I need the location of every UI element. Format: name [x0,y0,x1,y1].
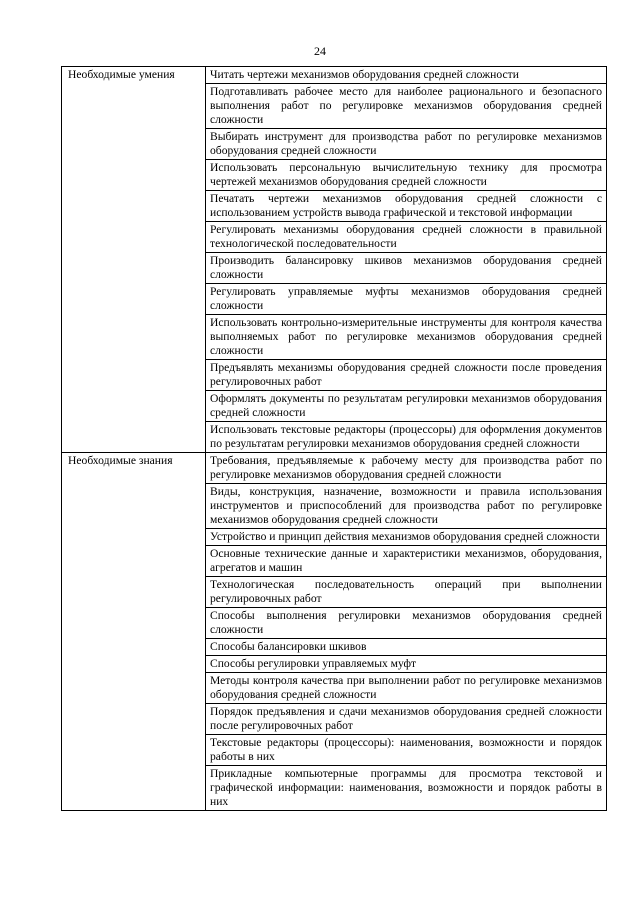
requirement-item: Порядок предъявления и сдачи механизмов оборудования средней сложности после регулировочных работ [206,704,607,735]
requirement-item: Регулировать механизмы оборудования средней сложности в правильной технологической последовательности [206,222,607,253]
requirement-item: Предъявлять механизмы оборудования средней сложности после проведения регулировочных работ [206,360,607,391]
requirement-item: Методы контроля качества при выполнении работ по регулировке механизмов оборудования средней сложности [206,673,607,704]
requirement-item: Способы балансировки шкивов [206,639,607,656]
requirement-item: Оформлять документы по результатам регулировки механизмов оборудования средней сложности [206,391,607,422]
requirement-item: Прикладные компьютерные программы для просмотра текстовой и графической информации: наименования, возможности и порядок работы в них [206,766,607,811]
requirement-item: Использовать персональную вычислительную технику для просмотра чертежей механизмов оборудования средней сложности [206,160,607,191]
section-title-skills: Необходимые умения [62,67,206,453]
requirement-item: Основные технические данные и характеристики механизмов, оборудования, агрегатов и машин [206,546,607,577]
requirement-item: Подготавливать рабочее место для наиболее рационального и безопасного выполнения работ по регулировке механизмов оборудования средней сложности [206,84,607,129]
table-row [62,67,607,84]
section-title-knowledge: Необходимые знания [62,453,206,811]
table-row [62,453,607,484]
requirement-item: Устройство и принцип действия механизмов оборудования средней сложности [206,529,607,546]
requirement-item: Требования, предъявляемые к рабочему месту для производства работ по регулировке механизмов оборудования средней сложности [206,453,607,484]
requirement-item: Способы регулировки управляемых муфт [206,656,607,673]
requirements-table [61,66,607,811]
requirement-item: Виды, конструкция, назначение, возможности и правила использования инструментов и приспособлений для производства работ по регулировке механизмов оборудования средней сложности [206,484,607,529]
requirement-item: Читать чертежи механизмов оборудования средней сложности [206,67,607,84]
requirement-item: Регулировать управляемые муфты механизмов оборудования средней сложности [206,284,607,315]
page-number: 24 [314,44,326,58]
requirement-item: Использовать контрольно-измерительные инструменты для контроля качества выполняемых работ по регулировке механизмов оборудования средней сложности [206,315,607,360]
requirement-item: Использовать текстовые редакторы (процессоры) для оформления документов по результатам регулировки механизмов оборудования средней сложности [206,422,607,453]
requirement-item: Выбирать инструмент для производства работ по регулировке механизмов оборудования средней сложности [206,129,607,160]
requirement-item: Текстовые редакторы (процессоры): наименования, возможности и порядок работы в них [206,735,607,766]
requirement-item: Технологическая последовательность операций при выполнении регулировочных работ [206,577,607,608]
requirement-item: Способы выполнения регулировки механизмов оборудования средней сложности [206,608,607,639]
requirement-item: Производить балансировку шкивов механизмов оборудования средней сложности [206,253,607,284]
requirement-item: Печатать чертежи механизмов оборудования средней сложности с использованием устройств вывода графической и текстовой информации [206,191,607,222]
